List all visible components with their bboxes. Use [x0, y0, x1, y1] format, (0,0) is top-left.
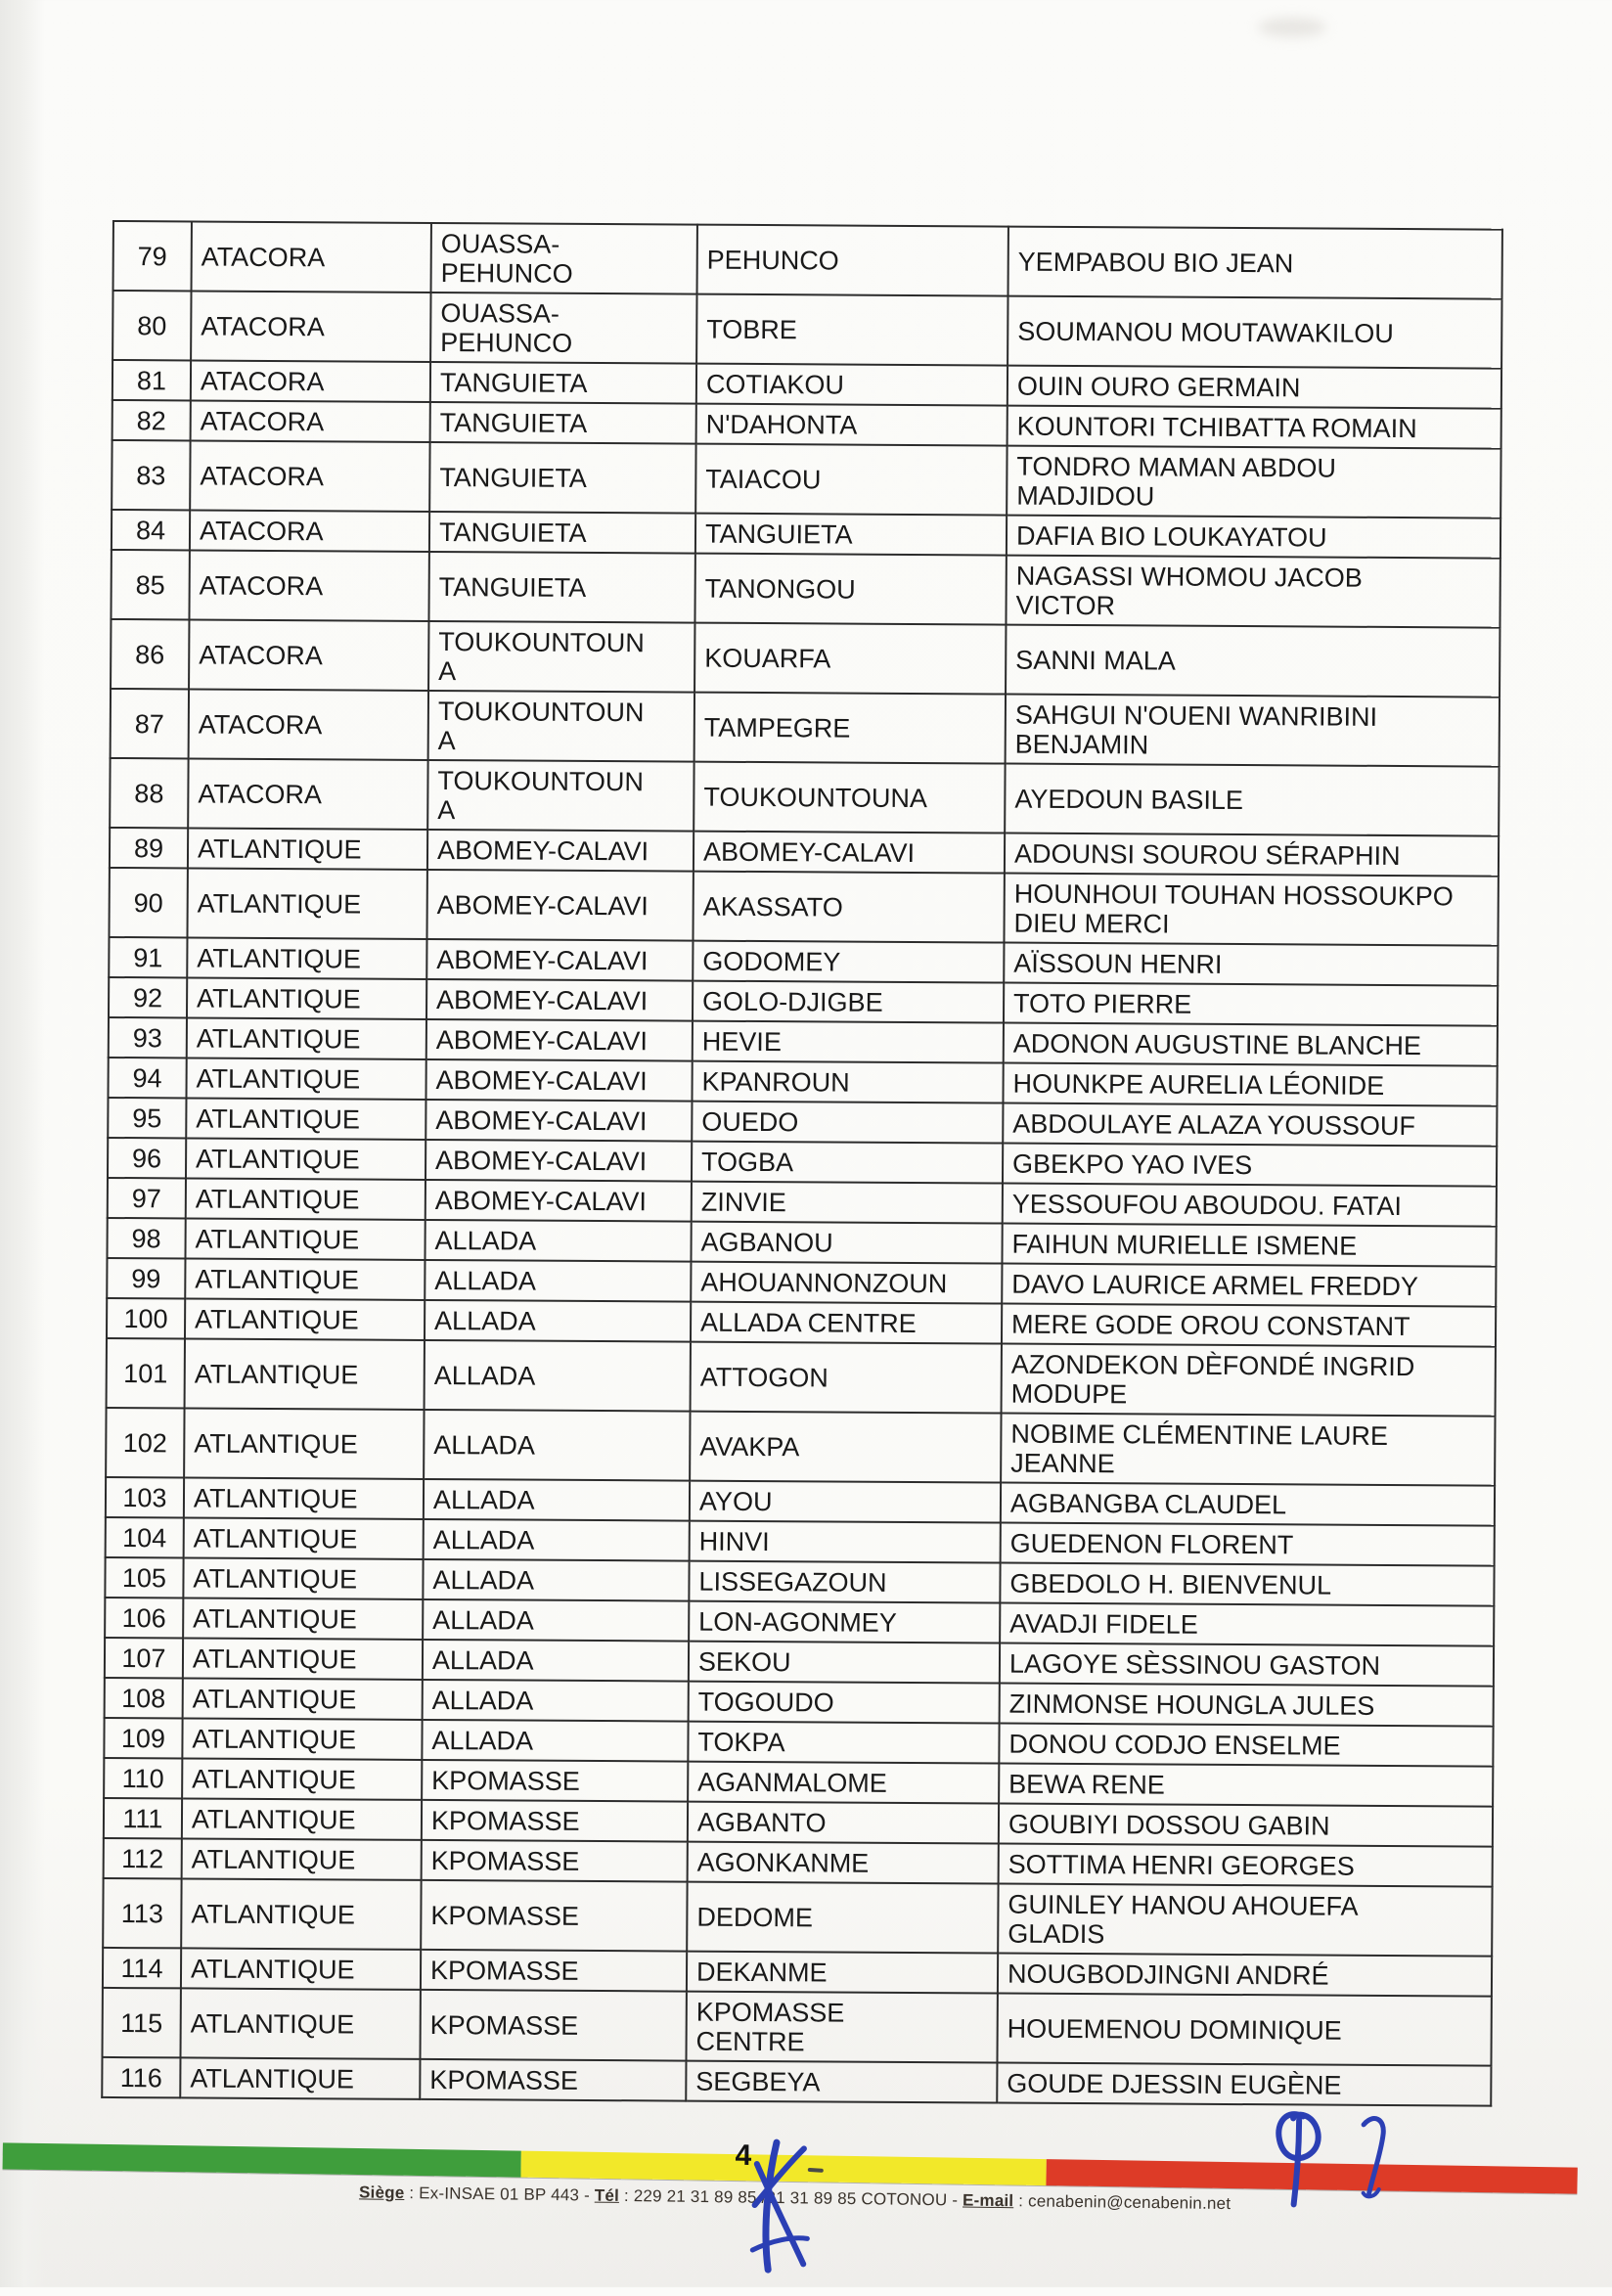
cell-arrondissement: COTIAKOU — [696, 364, 1008, 406]
cell-number: 109 — [104, 1718, 182, 1758]
cell-departement: ATACORA — [188, 758, 427, 829]
cell-number: 85 — [111, 550, 189, 619]
cell-commune: ALLADA — [423, 1599, 689, 1642]
cell-commune: ABOMEY-CALAVI — [426, 870, 693, 941]
table-row — [112, 291, 1501, 369]
cell-departement: ATLANTIQUE — [185, 1298, 425, 1339]
cell-departement: ATLANTIQUE — [184, 1517, 424, 1558]
cell-arrondissement: TOUKOUNTOUNA — [694, 762, 1005, 833]
cell-departement: ATLANTIQUE — [183, 1638, 423, 1679]
cell-arrondissement: SEKOU — [689, 1642, 1000, 1684]
cell-commune: TOUKOUNTOUN A — [428, 691, 694, 762]
cell-departement: ATLANTIQUE — [185, 1338, 425, 1409]
cell-arrondissement: KPOMASSE CENTRE — [686, 1992, 997, 2063]
cell-commune: KPOMASSE — [420, 1990, 686, 2061]
page-number: 4 — [735, 2138, 752, 2172]
cell-name: AÏSSOUN HENRI — [1004, 943, 1498, 986]
cell-number: 106 — [105, 1598, 183, 1638]
cell-commune: TOUKOUNTOUN A — [428, 621, 694, 693]
cell-commune: ABOMEY-CALAVI — [427, 830, 694, 872]
cell-arrondissement: DEDOME — [687, 1882, 998, 1954]
cell-departement: ATACORA — [189, 550, 428, 620]
cell-arrondissement: KOUARFA — [694, 623, 1006, 695]
cell-departement: ATACORA — [191, 400, 430, 441]
cell-commune: KPOMASSE — [421, 1880, 687, 1952]
cell-commune: ALLADA — [425, 1260, 691, 1302]
cell-arrondissement: AGANMALOME — [688, 1762, 999, 1804]
cell-number: 107 — [105, 1638, 183, 1678]
cell-name: GBEKPO YAO IVES — [1003, 1144, 1497, 1187]
cell-commune: ABOMEY-CALAVI — [426, 939, 693, 981]
footer-siege-value: : Ex-INSAE 01 BP 443 - — [404, 2183, 595, 2205]
cell-name: SAHGUI N'OUENI WANRIBINI BENJAMIN — [1006, 695, 1500, 767]
cell-number: 79 — [113, 221, 192, 291]
cell-arrondissement: AGBANOU — [691, 1222, 1002, 1264]
cell-number: 83 — [112, 440, 190, 510]
cell-arrondissement: TAIACOU — [695, 444, 1007, 516]
cell-arrondissement: PEHUNCO — [697, 225, 1008, 296]
table-row — [109, 868, 1498, 946]
cell-commune: ALLADA — [423, 1559, 689, 1601]
cell-commune: TANGUIETA — [428, 552, 694, 623]
cell-departement: ATLANTIQUE — [188, 828, 427, 869]
cell-name: BEWA RENE — [999, 1764, 1493, 1807]
cell-number: 82 — [112, 400, 191, 440]
cell-name: GUEDENON FLORENT — [1001, 1523, 1495, 1566]
cell-number: 81 — [112, 360, 191, 400]
cell-name: HOUEMENOU DOMINIQUE — [997, 1994, 1491, 2066]
table-row — [111, 619, 1500, 698]
cell-arrondissement: ABOMEY-CALAVI — [694, 832, 1005, 874]
cell-commune: KPOMASSE — [422, 1840, 688, 1882]
table-row — [102, 1988, 1491, 2066]
cell-commune: ALLADA — [423, 1640, 689, 1682]
cell-name: TOTO PIERRE — [1004, 983, 1498, 1026]
cell-name: NOUGBODJINGNI ANDRÉ — [998, 1954, 1492, 1997]
table-row — [111, 689, 1500, 767]
table-row — [107, 1338, 1496, 1417]
cell-name: NAGASSI WHOMOU JACOB VICTOR — [1006, 556, 1500, 628]
footer-siege-label: Siège — [358, 2183, 405, 2203]
cell-number: 90 — [109, 868, 187, 937]
cell-name: LAGOYE SÈSSINOU GASTON — [1000, 1643, 1494, 1687]
cell-name: ADOUNSI SOUROU SÉRAPHIN — [1005, 833, 1499, 877]
table-row — [111, 550, 1500, 628]
table-row — [103, 1878, 1492, 1957]
cell-number: 98 — [107, 1218, 185, 1258]
cell-arrondissement: TAMPEGRE — [694, 693, 1006, 764]
cell-arrondissement: N'DAHONTA — [696, 404, 1008, 446]
footer-email-value: : cenabenin@cenabenin.net — [1013, 2191, 1231, 2214]
cell-commune: TANGUIETA — [430, 402, 696, 444]
cell-arrondissement: HINVI — [690, 1521, 1001, 1563]
table-row — [112, 440, 1500, 518]
cell-name: YESSOUFOU ABOUDOU. FATAI — [1003, 1184, 1497, 1227]
cell-departement: ATLANTIQUE — [186, 1098, 425, 1139]
cell-arrondissement: AHOUANNONZOUN — [691, 1262, 1002, 1304]
footer-tel-value: : 229 21 31 89 85 /21 31 89 85 COTONOU - — [618, 2185, 963, 2210]
cell-departement: ATACORA — [192, 221, 431, 292]
cell-departement: ATLANTIQUE — [181, 1948, 421, 1989]
cell-number: 110 — [104, 1758, 182, 1798]
cell-name: DONOU CODJO ENSELME — [999, 1724, 1493, 1767]
cell-commune: ALLADA — [423, 1680, 689, 1722]
cell-number: 89 — [110, 828, 188, 868]
cell-name: OUIN OURO GERMAIN — [1008, 366, 1501, 409]
cell-arrondissement: LON-AGONMEY — [689, 1601, 1000, 1643]
cell-number: 97 — [108, 1178, 186, 1218]
cell-number: 113 — [103, 1878, 181, 1948]
roster-table-body — [102, 221, 1502, 2106]
cell-number: 94 — [108, 1058, 186, 1098]
cell-arrondissement: TANGUIETA — [695, 514, 1007, 556]
cell-name: KOUNTORI TCHIBATTA ROMAIN — [1008, 406, 1501, 449]
signature-right — [1258, 2098, 1406, 2212]
cell-departement: ATLANTIQUE — [182, 1718, 422, 1759]
footer-email-label: E-mail — [962, 2190, 1014, 2211]
cell-commune: KPOMASSE — [421, 1950, 687, 1992]
cell-arrondissement: ZINVIE — [692, 1182, 1003, 1224]
cell-commune: ALLADA — [424, 1479, 690, 1521]
cell-commune: ALLADA — [424, 1519, 690, 1561]
cell-commune: ALLADA — [425, 1220, 691, 1262]
cell-departement: ATLANTIQUE — [185, 1218, 425, 1259]
cell-number: 96 — [108, 1138, 186, 1178]
cell-name: TONDRO MAMAN ABDOU MADJIDOU — [1007, 446, 1500, 518]
cell-number: 116 — [102, 2057, 180, 2097]
cell-commune: TOUKOUNTOUN A — [427, 760, 694, 832]
cell-arrondissement: TANONGOU — [694, 554, 1006, 625]
cell-number: 104 — [106, 1517, 184, 1557]
cell-arrondissement: AYOU — [690, 1481, 1001, 1523]
cell-arrondissement: ATTOGON — [691, 1342, 1002, 1414]
cell-arrondissement: TOKPA — [688, 1722, 999, 1764]
cell-departement: ATLANTIQUE — [180, 1988, 420, 2058]
cell-name: AGBANGBA CLAUDEL — [1001, 1483, 1495, 1526]
cell-name: GUINLEY HANOU AHOUEFA GLADIS — [998, 1884, 1492, 1957]
cell-departement: ATACORA — [189, 689, 428, 759]
roster-table — [101, 220, 1503, 2107]
cell-departement: ATLANTIQUE — [182, 1838, 422, 1879]
cell-number: 102 — [106, 1408, 184, 1477]
cell-commune: KPOMASSE — [420, 2059, 686, 2101]
cell-arrondissement: KPANROUN — [692, 1061, 1003, 1103]
cell-commune: TANGUIETA — [429, 512, 695, 554]
cell-arrondissement: DEKANME — [687, 1952, 998, 1994]
cell-arrondissement: TOBRE — [696, 294, 1008, 366]
cell-arrondissement: TOGBA — [692, 1142, 1003, 1184]
cell-departement: ATLANTIQUE — [184, 1408, 424, 1478]
cell-departement: ATACORA — [191, 291, 430, 361]
cell-name: ADONON AUGUSTINE BLANCHE — [1004, 1023, 1498, 1066]
cell-commune: ALLADA — [425, 1300, 691, 1342]
cell-arrondissement: TOGOUDO — [689, 1682, 1000, 1724]
cell-arrondissement: GODOMEY — [693, 941, 1004, 983]
cell-departement: ATLANTIQUE — [182, 1758, 422, 1799]
cell-name: ABDOULAYE ALAZA YOUSSOUF — [1003, 1103, 1497, 1147]
cell-departement: ATLANTIQUE — [181, 1878, 421, 1949]
cell-commune: TANGUIETA — [429, 442, 695, 514]
cell-commune: KPOMASSE — [422, 1800, 688, 1842]
cell-departement: ATLANTIQUE — [182, 1798, 422, 1839]
cell-commune: OUASSA- PEHUNCO — [431, 223, 697, 294]
cell-number: 103 — [106, 1477, 184, 1517]
cell-departement: ATLANTIQUE — [185, 1258, 425, 1299]
cell-commune: KPOMASSE — [422, 1760, 688, 1802]
cell-arrondissement: AKASSATO — [693, 872, 1004, 943]
cell-commune: ABOMEY-CALAVI — [425, 1100, 692, 1142]
cell-number: 80 — [112, 291, 191, 360]
cell-commune: TANGUIETA — [430, 362, 696, 404]
cell-arrondissement: LISSEGAZOUN — [689, 1561, 1000, 1603]
cell-arrondissement: AGONKANME — [688, 1842, 999, 1884]
cell-commune: ABOMEY-CALAVI — [426, 1019, 693, 1061]
cell-departement: ATACORA — [189, 619, 428, 690]
cell-name: GOUBIYI DOSSOU GABIN — [999, 1804, 1493, 1847]
cell-name: ZINMONSE HOUNGLA JULES — [1000, 1684, 1494, 1727]
cell-departement: ATLANTIQUE — [184, 1477, 424, 1518]
cell-departement: ATLANTIQUE — [186, 1138, 425, 1179]
cell-departement: ATLANTIQUE — [183, 1598, 423, 1639]
cell-name: SOTTIMA HENRI GEORGES — [999, 1844, 1493, 1887]
cell-number: 101 — [107, 1338, 185, 1408]
cell-departement: ATLANTIQUE — [187, 937, 426, 978]
cell-number: 114 — [103, 1948, 181, 1988]
cell-commune: ALLADA — [422, 1720, 688, 1762]
cell-number: 92 — [109, 977, 187, 1017]
cell-name: NOBIME CLÉMENTINE LAURE JEANNE — [1001, 1414, 1495, 1486]
cell-commune: ABOMEY-CALAVI — [425, 1180, 692, 1222]
cell-arrondissement: HEVIE — [693, 1021, 1004, 1063]
cell-departement: ATACORA — [190, 440, 429, 511]
cell-number: 112 — [104, 1838, 182, 1878]
cell-departement: ATLANTIQUE — [187, 868, 426, 938]
cell-number: 95 — [108, 1098, 186, 1138]
cell-name: AVADJI FIDELE — [1000, 1603, 1494, 1646]
cell-arrondissement: ALLADA CENTRE — [691, 1302, 1002, 1344]
cell-commune: ABOMEY-CALAVI — [425, 1059, 692, 1102]
cell-name: MERE GODE OROU CONSTANT — [1002, 1304, 1496, 1347]
cell-number: 115 — [102, 1988, 180, 2057]
cell-name: SANNI MALA — [1006, 625, 1500, 698]
cell-name: SOUMANOU MOUTAWAKILOU — [1008, 296, 1501, 369]
cell-departement: ATACORA — [190, 510, 429, 551]
cell-departement: ATLANTIQUE — [183, 1557, 423, 1598]
cell-name: AZONDEKON DÈFONDÉ INGRID MODUPE — [1002, 1344, 1496, 1417]
cell-arrondissement: GOLO-DJIGBE — [693, 981, 1004, 1023]
cell-name: DAVO LAURICE ARMEL FREDDY — [1002, 1264, 1496, 1307]
cell-name: FAIHUN MURIELLE ISMENE — [1002, 1224, 1496, 1267]
cell-commune: ABOMEY-CALAVI — [426, 979, 693, 1021]
cell-number: 105 — [105, 1557, 183, 1598]
flag-green-segment — [3, 2142, 521, 2177]
signature-scribble-center — [742, 2135, 831, 2277]
cell-name: GOUDE DJESSIN EUGÈNE — [997, 2063, 1491, 2106]
cell-departement: ATLANTIQUE — [186, 1058, 425, 1099]
cell-number: 84 — [112, 510, 190, 550]
table-row — [110, 758, 1499, 836]
cell-commune: ABOMEY-CALAVI — [425, 1140, 692, 1182]
cell-number: 100 — [107, 1298, 185, 1338]
cell-arrondissement: SEGBEYA — [686, 2061, 997, 2103]
cell-name: GBEDOLO H. BIENVENUL — [1000, 1563, 1494, 1606]
cell-number: 108 — [105, 1678, 183, 1718]
cell-number: 93 — [109, 1017, 187, 1058]
cell-commune: ALLADA — [425, 1340, 691, 1412]
cell-departement: ATACORA — [191, 360, 430, 401]
cell-number: 99 — [107, 1258, 185, 1298]
cell-name: HOUNKPE AURELIA LÉONIDE — [1003, 1063, 1497, 1106]
cell-number: 86 — [111, 619, 189, 689]
cell-departement: ATLANTIQUE — [187, 977, 426, 1018]
cell-departement: ATLANTIQUE — [186, 1178, 425, 1219]
cell-name: AYEDOUN BASILE — [1005, 764, 1499, 836]
cell-departement: ATLANTIQUE — [187, 1017, 426, 1058]
footer-tel-label: Tél — [594, 2185, 620, 2205]
cell-arrondissement: AVAKPA — [690, 1412, 1001, 1483]
cell-name: HOUNHOUI TOUHAN HOSSOUKPO DIEU MERCI — [1004, 874, 1498, 946]
cell-name: DAFIA BIO LOUKAYATOU — [1007, 516, 1500, 559]
cell-name: YEMPABOU BIO JEAN — [1008, 227, 1502, 299]
cell-number: 111 — [104, 1798, 182, 1838]
cell-number: 87 — [111, 689, 189, 758]
cell-commune: ALLADA — [424, 1410, 690, 1481]
cell-departement: ATLANTIQUE — [183, 1678, 423, 1719]
cell-departement: ATLANTIQUE — [180, 2057, 420, 2098]
cell-number: 91 — [109, 937, 187, 977]
cell-arrondissement: OUEDO — [692, 1102, 1003, 1144]
cell-arrondissement: AGBANTO — [688, 1802, 999, 1844]
table-row — [106, 1408, 1495, 1486]
cell-commune: OUASSA- PEHUNCO — [430, 293, 696, 364]
table-row — [113, 221, 1502, 299]
cell-number: 88 — [110, 758, 188, 828]
